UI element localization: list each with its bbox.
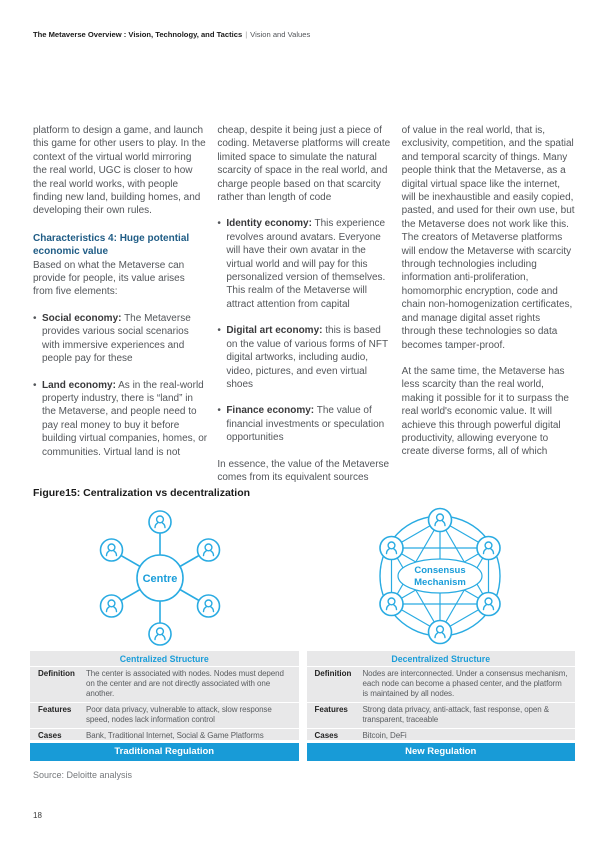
row-value: Nodes are interconnected. Under a consensus mechanism, each node can become a phased center, and the platform is maintained by all nodes.	[362, 669, 568, 698]
page-number: 18	[33, 811, 42, 820]
section-heading: Characteristics 4: Huge potential economic value	[33, 232, 190, 258]
paragraph: At the same time, the Metaverse has less scarcity than the real world, making it possible for it to surpass the real world's economic value. It will achieve this through powerful digital productivity, allowing everyone to create diverse forms, all of which	[401, 365, 569, 458]
list-item	[33, 312, 207, 366]
row-value: Bitcoin, DeFi	[362, 731, 407, 740]
consensus-label-line1: Consensus	[414, 565, 466, 576]
bullet-icon: •	[217, 405, 221, 417]
table-header: Centralized Structure	[119, 654, 209, 664]
header-separator: |	[245, 30, 248, 39]
table-row	[307, 728, 576, 740]
row-value: Strong data privacy, anti-attack, fast response, open & transparent, traceable	[362, 705, 549, 724]
traditional-regulation-bar: Traditional Regulation	[30, 743, 299, 761]
row-label: Cases	[38, 731, 62, 740]
row-label: Definition	[314, 669, 352, 678]
list-item	[217, 217, 391, 311]
column-1	[33, 124, 207, 484]
page-header	[33, 30, 310, 39]
table-row	[30, 666, 299, 702]
row-label: Cases	[314, 731, 339, 740]
row-label: Features	[314, 705, 348, 714]
centre-label: Centre	[142, 573, 178, 585]
bullet-icon: •	[217, 325, 221, 337]
list-item-text: Identity economy: This experience revolves around avatars. Everyone will have their own avatar in the virtual world and will pay for this personalized version of themselves. This realm of the Metaverse will attract attention from capital	[226, 218, 386, 310]
row-value: Poor data privacy, vulnerable to attack, slow response speed, nodes lack information control	[86, 705, 272, 724]
row-value: The center is associated with nodes. Nodes must depend on the center and are not directly associated with one another.	[86, 669, 284, 698]
table-row	[30, 728, 299, 740]
list-item-text: Finance economy: The value of financial investments or speculation opportunities	[226, 405, 385, 444]
list-item	[217, 404, 391, 444]
paragraph: platform to design a game, and launch this game for other users to play. In the context of the virtual world mirroring the real world, UGC is closer to how the real world works, with people finding new land, building homes, and developing their own rules.	[33, 125, 206, 217]
table-row	[307, 666, 576, 702]
row-value: Bank, Traditional Internet, Social & Game Platforms	[86, 731, 264, 740]
list-item	[217, 324, 391, 391]
bullet-icon: •	[33, 312, 37, 324]
paragraph: In essence, the value of the Metaverse comes from its equivalent sources	[217, 458, 390, 483]
figure-source: Source: Deloitte analysis	[33, 770, 133, 780]
centralized-table	[30, 651, 299, 761]
decentralized-table	[307, 651, 576, 761]
bullet-icon: •	[217, 218, 221, 230]
decentralized-diagram	[325, 503, 555, 653]
bullet-icon: •	[33, 379, 37, 391]
column-2	[217, 124, 391, 484]
row-label: Definition	[38, 669, 75, 678]
comparison-tables	[30, 651, 575, 761]
paragraph: cheap, despite it being just a piece of coding. Metaverse platforms will create limited space to simulate the natural scarcity of space in the real world, and charge people based on that scarcity rather than length of code	[217, 125, 391, 204]
row-label: Features	[38, 705, 72, 714]
table-header: Decentralized Structure	[391, 654, 491, 664]
table-row	[30, 702, 299, 728]
section-name: Vision and Values	[250, 30, 311, 39]
list-item	[33, 379, 207, 459]
new-regulation-bar: New Regulation	[307, 743, 576, 761]
table-row	[307, 702, 576, 728]
list-item-text: Social economy: The Metaverse provides various social scenarios with immersive experiences and people pay for these	[42, 312, 191, 365]
body-columns	[33, 124, 576, 484]
column-3	[402, 124, 576, 484]
centralized-diagram	[45, 503, 275, 653]
paragraph: of value in the real world, that is, exclusivity, competition, and the spatial and temporal scarcity of things. Many people think that the Metaverse, as a digital virtual space like the internet, will be inexhaustible and easily copied, pasted, and used for their own use, but the Metaverse does not work like this. The creators of Metaverse platforms will endow the Metaverse with scarcity through technologies including information anti-proliferation, homomorphic encryption, code and chain non-homogenization certificates, and manage digital asset rights through these technologies so data becomes tamper-proof.	[401, 125, 575, 351]
list-item-text: Digital art economy: this is based on the value of various forms of NFT digital artworks, including audio, video, pictures, and even virtual shoes	[226, 325, 388, 390]
paragraph: Based on what the Metaverse can provide for people, its value arises from five elements:	[33, 259, 185, 298]
document-title: The Metaverse Overview : Vision, Technology, and Tactics	[33, 30, 243, 39]
figure-title: Figure15: Centralization vs decentralization	[33, 487, 251, 499]
consensus-label-line2: Mechanism	[414, 577, 466, 588]
list-item-text: Land economy: As in the real-world property industry, there is “land” in the Metaverse, and people need to pay real money to buy it before building virtual companies, homes, or communities. Virtual land is not	[42, 379, 208, 458]
